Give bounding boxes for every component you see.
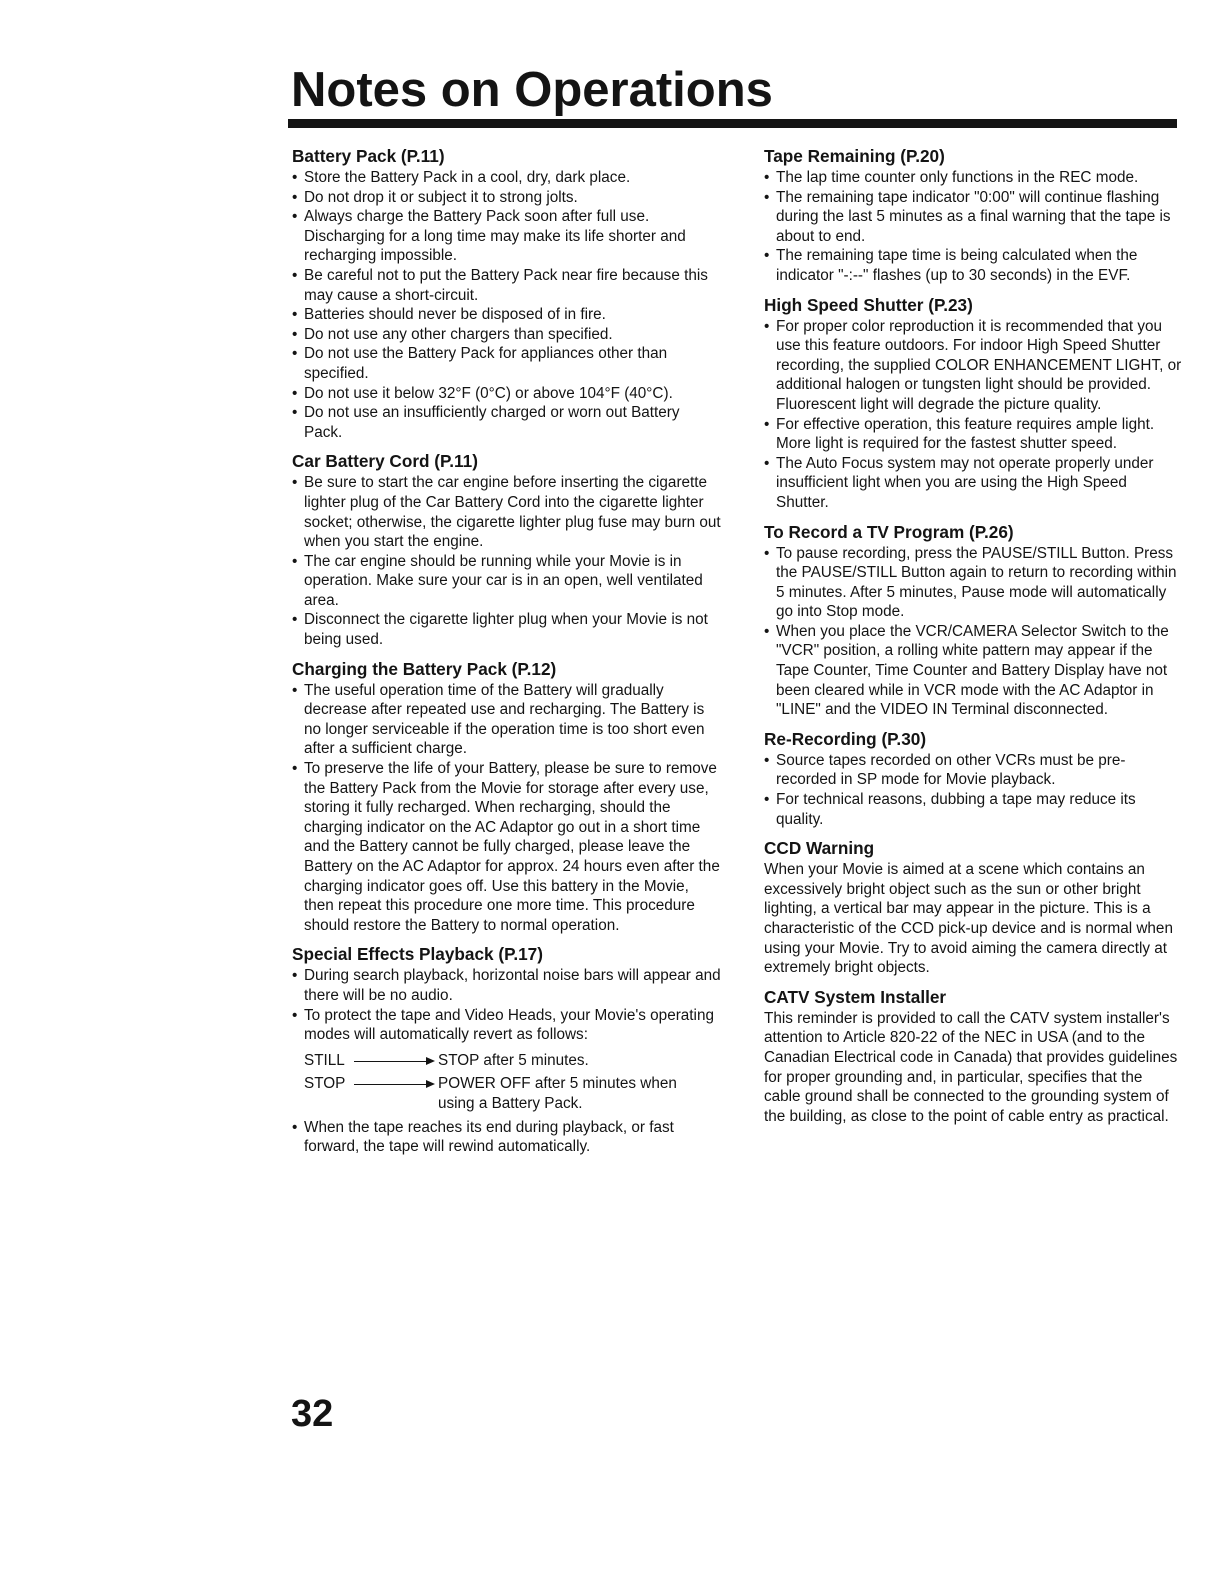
bullet-list xyxy=(764,751,1182,829)
bullet-list xyxy=(292,473,722,649)
section-record-tv xyxy=(764,522,1182,720)
title-rule xyxy=(288,119,1177,128)
section-battery-pack xyxy=(292,146,722,442)
left-column xyxy=(292,146,722,1166)
list-item: • Be careful not to put the Battery Pack near fire because this may cause a short-circuit. xyxy=(292,266,722,305)
mode-from: STOP xyxy=(304,1075,346,1093)
right-column xyxy=(764,146,1182,1135)
list-item: • When you place the VCR/CAMERA Selector Switch to the "VCR" position, a rolling white pattern may appear if the Tape Counter, Time Counter and Battery Display have not been cleared while in VCR mode with the AC Adaptor in "LINE" and the VIDEO IN Terminal disconnected. xyxy=(764,622,1182,720)
bullet-list xyxy=(292,966,722,1044)
section-catv xyxy=(764,987,1182,1127)
list-item: • For effective operation, this feature requires ample light. More light is required for the fastest shutter speed. xyxy=(764,415,1182,454)
list-item: • The lap time counter only functions in the REC mode. xyxy=(764,168,1182,188)
list-item: • Do not use the Battery Pack for appliances other than specified. xyxy=(292,344,722,383)
list-item: • Do not use it below 32°F (0°C) or above 104°F (40°C). xyxy=(292,384,722,404)
section-title: Battery Pack (P.11) xyxy=(292,146,445,166)
list-item: • The Auto Focus system may not operate properly under insufficient light when you are using the High Speed Shutter. xyxy=(764,454,1182,513)
section-tape-remaining xyxy=(764,146,1182,286)
paragraph: When your Movie is aimed at a scene which contains an excessively bright object such as the sun or other bright lighting, a vertical bar may appear in the picture. This is a characteristic of the CCD pick-up device and is normal when using your Movie. Try to avoid aiming the camera directly at extremely bright objects. xyxy=(764,861,1173,977)
bullet-list xyxy=(292,1118,722,1157)
bullet-list xyxy=(764,544,1182,720)
section-title: High Speed Shutter (P.23) xyxy=(764,294,973,315)
table-row xyxy=(304,1051,722,1071)
section-ccd-warning xyxy=(764,838,1182,978)
section-title: Re-Recording (P.30) xyxy=(764,728,927,749)
section-car-battery-cord xyxy=(292,451,722,649)
section-special-effects xyxy=(292,944,722,1156)
list-item: • To preserve the life of your Battery, please be sure to remove the Battery Pack from the Movie for storage after every use, storing it fully recharged. When recharging, should the charging indicator on the AC Adaptor go out in a short time and the Battery cannot be fully charged, please leave the Battery on the AC Adaptor for approx. 24 hours even after the charging indicator goes off. Use this battery in the Movie, then repeat this procedure one more time. This procedure should restore the Battery to normal operation. xyxy=(292,759,722,935)
section-title: CCD Warning xyxy=(764,838,875,859)
page-number: 32 xyxy=(291,1393,334,1435)
list-item: • Do not use an insufficiently charged or worn out Battery Pack. xyxy=(292,403,722,442)
list-item: • To pause recording, press the PAUSE/STILL Button. Press the PAUSE/STILL Button again to return to recording within 5 minutes. After 5 minutes, Pause mode will automatically go into Stop mode. xyxy=(764,544,1182,622)
list-item: • Source tapes recorded on other VCRs must be pre-recorded in SP mode for Movie playback. xyxy=(764,751,1182,790)
section-title: Car Battery Cord (P.11) xyxy=(292,451,478,472)
list-item: • For proper color reproduction it is recommended that you use this feature outdoors. For indoor High Speed Shutter recording, the supplied COLOR ENHANCEMENT LIGHT, or additional halogen or tungsten light should be provided. Fluorescent light will degrade the picture quality. xyxy=(764,317,1182,415)
list-item: • The car engine should be running while your Movie is in operation. Make sure your car is in an open, well ventilated area. xyxy=(292,552,722,611)
section-title: Tape Remaining (P.20) xyxy=(764,146,945,166)
section-title: Special Effects Playback (P.17) xyxy=(292,944,543,965)
bullet-list xyxy=(292,681,722,936)
section-re-recording xyxy=(764,729,1182,829)
list-item: • Batteries should never be disposed of in fire. xyxy=(292,305,722,325)
section-title: To Record a TV Program (P.26) xyxy=(764,521,1014,542)
list-item: • When the tape reaches its end during playback, or fast forward, the tape will rewind automatically. xyxy=(292,1118,722,1157)
arrow-right-icon xyxy=(352,1074,438,1093)
mode-from: STILL xyxy=(304,1051,345,1069)
list-item: • Be sure to start the car engine before inserting the cigarette lighter plug of the Car Battery Cord into the cigarette lighter socket; otherwise, the cigarette lighter plug fuse may burn out when you start the engine. xyxy=(292,473,722,551)
list-item: • The remaining tape time is being calculated when the indicator "-:--" flashes (up to 30 seconds) in the EVF. xyxy=(764,246,1182,285)
list-item: • Store the Battery Pack in a cool, dry, dark place. xyxy=(292,168,722,188)
mode-to: POWER OFF after 5 minutes when using a Battery Pack. xyxy=(438,1075,677,1112)
list-item: • Always charge the Battery Pack soon after full use. Discharging for a long time may make its life shorter and recharging impossible. xyxy=(292,207,722,266)
list-item: • Disconnect the cigarette lighter plug when your Movie is not being used. xyxy=(292,610,722,649)
page-title: Notes on Operations xyxy=(291,63,773,117)
list-item: • During search playback, horizontal noise bars will appear and there will be no audio. xyxy=(292,966,722,1005)
list-item: • The useful operation time of the Battery will gradually decrease after repeated use and recharging. The Battery is no longer serviceable if the operation time is too short even after a sufficient charge. xyxy=(292,681,722,759)
list-item: • To protect the tape and Video Heads, your Movie's operating modes will automatically revert as follows: xyxy=(292,1006,722,1045)
paragraph: This reminder is provided to call the CATV system installer's attention to Article 820-22 of the NEC in USA (and to the Canadian Electrical code in Canada) that provides guidelines for proper grounding and, in particular, specifies that the cable ground shall be connected to the grounding system of the building, as close to the point of cable entry as practical. xyxy=(764,1009,1178,1125)
arrow-right-icon xyxy=(352,1051,438,1070)
bullet-list xyxy=(292,168,722,442)
mode-revert-table xyxy=(304,1051,722,1114)
list-item: • Do not drop it or subject it to strong jolts. xyxy=(292,188,722,208)
section-title: CATV System Installer xyxy=(764,986,947,1007)
bullet-list xyxy=(764,168,1182,286)
section-title: Charging the Battery Pack (P.12) xyxy=(292,658,557,679)
section-high-speed-shutter xyxy=(764,295,1182,513)
list-item: • Do not use any other chargers than specified. xyxy=(292,325,722,345)
section-charging xyxy=(292,659,722,936)
bullet-list xyxy=(764,317,1182,513)
list-item: • For technical reasons, dubbing a tape may reduce its quality. xyxy=(764,790,1182,829)
table-row xyxy=(304,1074,722,1113)
mode-to: STOP after 5 minutes. xyxy=(438,1051,589,1069)
list-item: • The remaining tape indicator "0:00" will continue flashing during the last 5 minutes as a final warning that the tape is about to end. xyxy=(764,188,1182,247)
